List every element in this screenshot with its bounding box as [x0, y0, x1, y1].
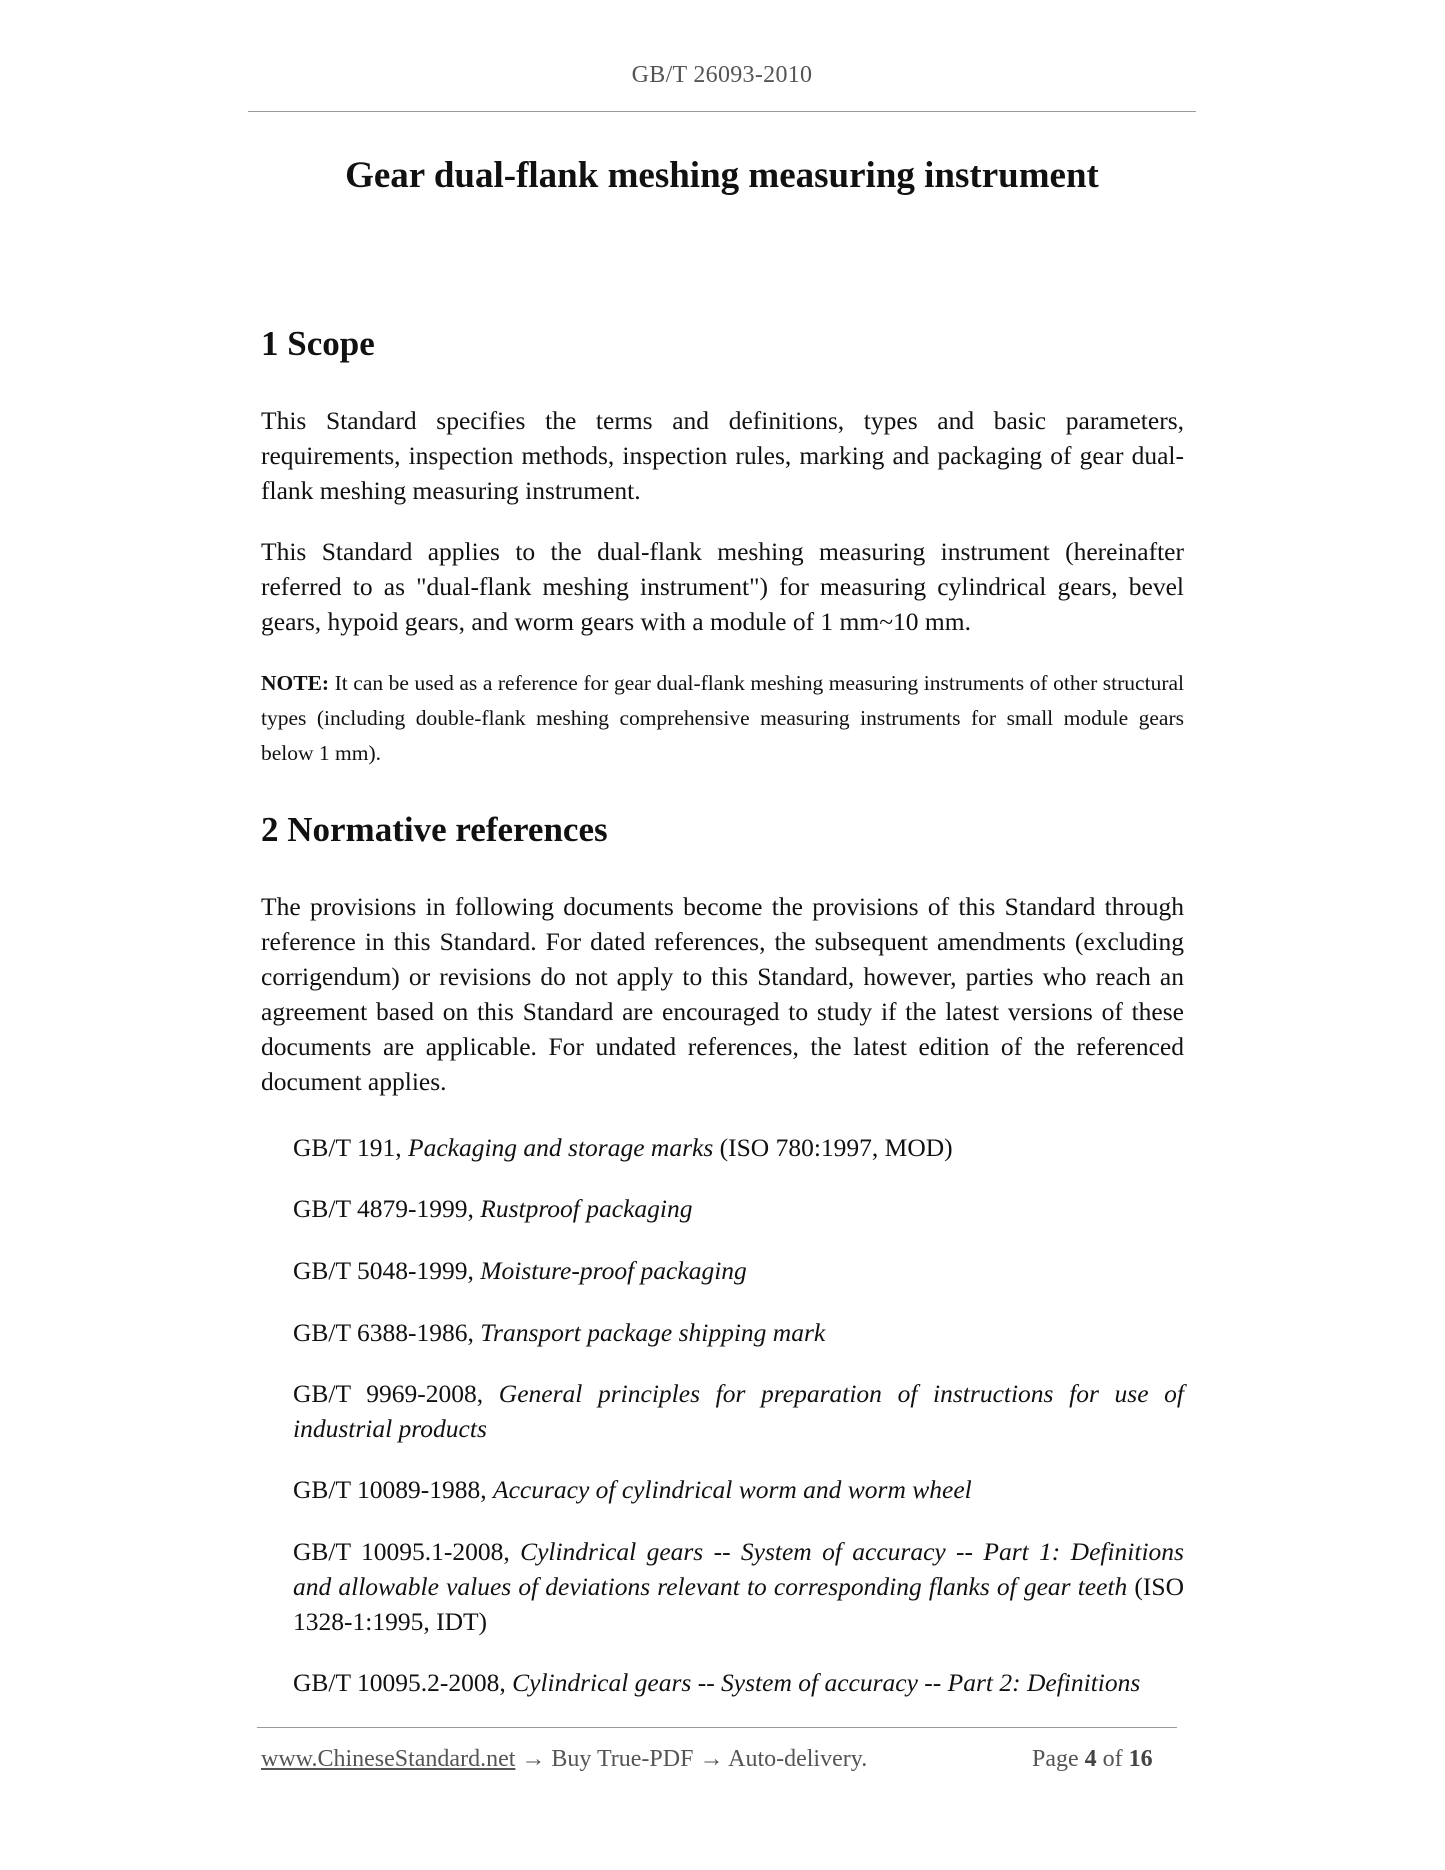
reference-suffix: (ISO 1328-1:1995, IDT) [293, 1572, 1184, 1636]
scope-paragraph-1: This Standard specifies the terms and definitions, types and basic parameters, requirements, inspection methods, inspection rules, marking and packaging of gear dual-flank meshing measuring instrument. [261, 406, 1184, 505]
reference-code: GB/T 4879-1999, [293, 1194, 481, 1223]
reference-item [293, 1534, 1184, 1639]
reference-code: GB/T 191, [293, 1133, 408, 1162]
reference-title: Moisture-proof packaging [480, 1256, 747, 1285]
page-indicator [1032, 1746, 1153, 1773]
reference-item [293, 1191, 1184, 1226]
scope-note [261, 666, 1184, 771]
footer-promo-text: → Buy True-PDF → Auto-delivery. [515, 1746, 868, 1772]
reference-code: GB/T 6388-1986, [293, 1318, 481, 1347]
note-text: It can be used as a reference for gear dual-flank meshing measuring instruments of other structural types (including double-flank meshing comprehensive measuring instruments for small module gears below 1 mm). [261, 671, 1184, 765]
section-heading-normative-references: 2 Normative references [261, 810, 608, 849]
reference-suffix: (ISO 780:1997, MOD) [713, 1133, 953, 1162]
reference-item [293, 1130, 1184, 1165]
total-page-count: 16 [1128, 1746, 1153, 1772]
reference-item [293, 1665, 1184, 1700]
reference-item [293, 1253, 1184, 1288]
reference-title: Transport package shipping mark [480, 1318, 826, 1347]
footer-divider [257, 1727, 1177, 1728]
reference-title: Packaging and storage marks [408, 1133, 714, 1162]
reference-title: Cylindrical gears -- System of accuracy -- Part 1: Definitions and allowable values of deviations relevant to corresponding flanks of gear teeth [293, 1537, 1184, 1601]
page-word: Page [1032, 1746, 1085, 1772]
reference-item [293, 1315, 1184, 1350]
reference-code: GB/T 5048-1999, [293, 1256, 481, 1285]
reference-code: GB/T 10089-1988, [293, 1475, 493, 1504]
reference-title: General principles for preparation of instructions for use of industrial products [293, 1379, 1185, 1443]
running-header-standard-code: GB/T 26093-2010 [631, 62, 813, 88]
reference-title: Rustproof packaging [480, 1194, 693, 1223]
site-link[interactable]: www.ChineseStandard.net [261, 1746, 516, 1772]
reference-code: GB/T 10095.2-2008, [293, 1668, 513, 1697]
normative-intro-paragraph: The provisions in following documents become the provisions of this Standard through reference in this Standard. For dated references, the subsequent amendments (excluding corrigendum) or revisions do not apply to this Standard, however, parties who reach an agreement based on this Standard are encouraged to study if the latest versions of these documents are applicable. For undated references, the latest edition of the referenced document applies. [261, 892, 1184, 1096]
reference-code: GB/T 9969-2008, [293, 1379, 499, 1408]
document-title: Gear dual-flank meshing measuring instrument [345, 155, 1099, 196]
note-label: NOTE: [261, 671, 330, 695]
section-heading-scope: 1 Scope [261, 324, 375, 363]
page-of-word: of [1096, 1746, 1129, 1772]
reference-item [293, 1472, 1184, 1507]
current-page-number: 4 [1084, 1746, 1097, 1772]
scope-paragraph-2: This Standard applies to the dual-flank meshing measuring instrument (hereinafter referred to as "dual-flank meshing instrument") for measuring cylindrical gears, bevel gears, hypoid gears, and worm gears with a module of 1 mm~10 mm. [261, 537, 1184, 636]
footer-promo [261, 1746, 867, 1773]
reference-title: Accuracy of cylindrical worm and worm wheel [493, 1475, 972, 1504]
reference-title: Cylindrical gears -- System of accuracy -- Part 2: Definitions [512, 1668, 1141, 1697]
reference-item [293, 1376, 1184, 1446]
header-divider [248, 111, 1196, 112]
reference-code: GB/T 10095.1-2008, [293, 1537, 521, 1566]
